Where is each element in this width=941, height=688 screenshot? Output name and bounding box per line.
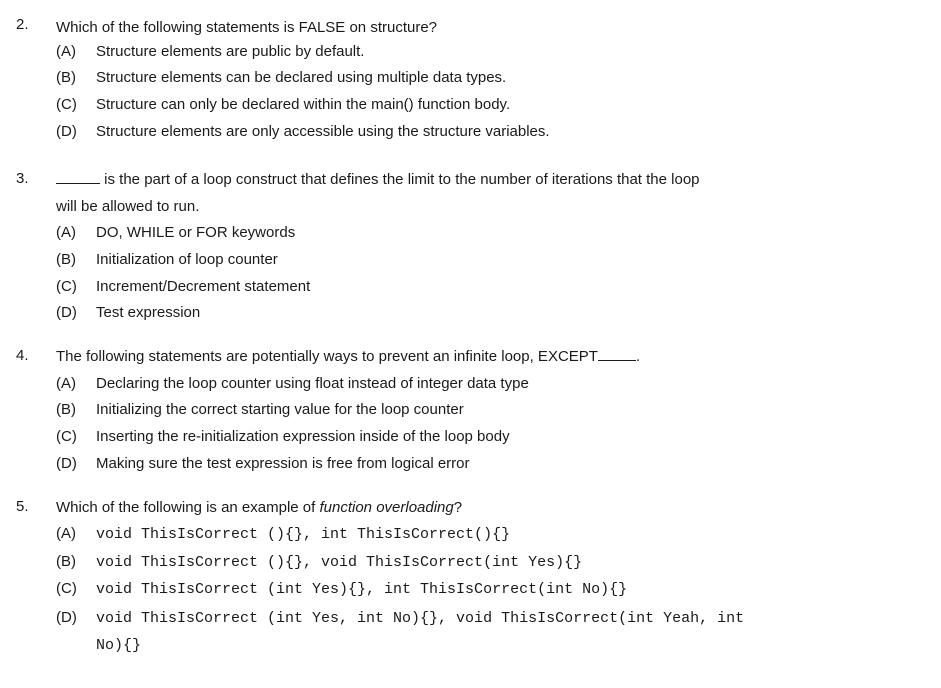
option-letter: (C) [56, 428, 77, 445]
option-c [56, 425, 510, 449]
option-letter: (B) [56, 251, 76, 268]
option-letter: (D) [56, 123, 77, 140]
option-text: Initialization of loop counter [96, 251, 278, 268]
option-code: void ThisIsCorrect (int Yes){}, int ThisIsCorrect(int No){} [96, 581, 628, 598]
option-b [56, 66, 506, 90]
option-c [56, 577, 627, 601]
option-letter: (A) [56, 43, 76, 60]
question-text-line-2: will be allowed to run. [56, 198, 200, 215]
option-letter: (B) [56, 401, 76, 418]
option-a [56, 40, 364, 64]
option-letter: (B) [56, 553, 76, 570]
option-c [56, 275, 310, 299]
option-d [56, 120, 550, 144]
option-d-continuation [96, 633, 141, 657]
option-d [56, 452, 469, 476]
option-letter: (A) [56, 224, 76, 241]
option-text: Increment/Decrement statement [96, 278, 311, 295]
option-d [56, 301, 200, 325]
option-text: Test expression [96, 304, 201, 321]
italic-term: function overloading [319, 499, 454, 516]
option-b [56, 550, 582, 574]
option-a [56, 522, 510, 546]
option-b [56, 248, 278, 272]
option-text: Declaring the loop counter using float instead of integer data type [96, 375, 529, 392]
option-d [56, 606, 744, 630]
option-c [56, 93, 510, 117]
option-letter: (A) [56, 525, 76, 542]
option-text: Initializing the correct starting value for the loop counter [96, 401, 464, 418]
option-text: Structure can only be declared within the main() function body. [96, 96, 511, 113]
option-letter: (C) [56, 580, 77, 597]
option-text: Structure elements can be declared using multiple data types. [96, 69, 507, 86]
option-letter: (D) [56, 455, 77, 472]
fill-in-blank [56, 169, 100, 184]
option-code: void ThisIsCorrect (){}, void ThisIsCorrect(int Yes){} [96, 554, 583, 571]
question-text: The following statements are potentially ways to prevent an infinite loop, EXCEPT . [56, 348, 641, 365]
option-b [56, 398, 464, 422]
option-a [56, 221, 295, 245]
option-code: void ThisIsCorrect (){}, int ThisIsCorrect(){} [96, 526, 511, 543]
question-text: Which of the following statements is FALSE on structure? [56, 19, 438, 36]
option-text: DO, WHILE or FOR keywords [96, 224, 296, 241]
option-letter: (D) [56, 609, 77, 626]
option-letter: (B) [56, 69, 76, 86]
question-number: 2. [16, 16, 29, 33]
question-number: 5. [16, 498, 29, 515]
option-letter: (D) [56, 304, 77, 321]
option-a [56, 372, 529, 396]
option-text: Structure elements are only accessible using the structure variables. [96, 123, 550, 140]
option-letter: (A) [56, 375, 76, 392]
fill-in-blank [598, 346, 636, 361]
option-text: Structure elements are public by default. [96, 43, 365, 60]
question-number: 4. [16, 347, 29, 364]
option-code: void ThisIsCorrect (int Yes, int No){}, void ThisIsCorrect(int Yeah, int [96, 610, 745, 627]
question-text-line-1: is the part of a loop construct that defines the limit to the number of iterations that the loop [56, 168, 700, 192]
option-text: Inserting the re-initialization expression inside of the loop body [96, 428, 510, 445]
option-letter: (C) [56, 96, 77, 113]
question-number: 3. [16, 170, 29, 187]
option-text: Making sure the test expression is free from logical error [96, 455, 470, 472]
question-text: Which of the following is an example of function overloading? [56, 499, 463, 516]
option-letter: (C) [56, 278, 77, 295]
option-code-continuation: No){} [96, 637, 142, 654]
